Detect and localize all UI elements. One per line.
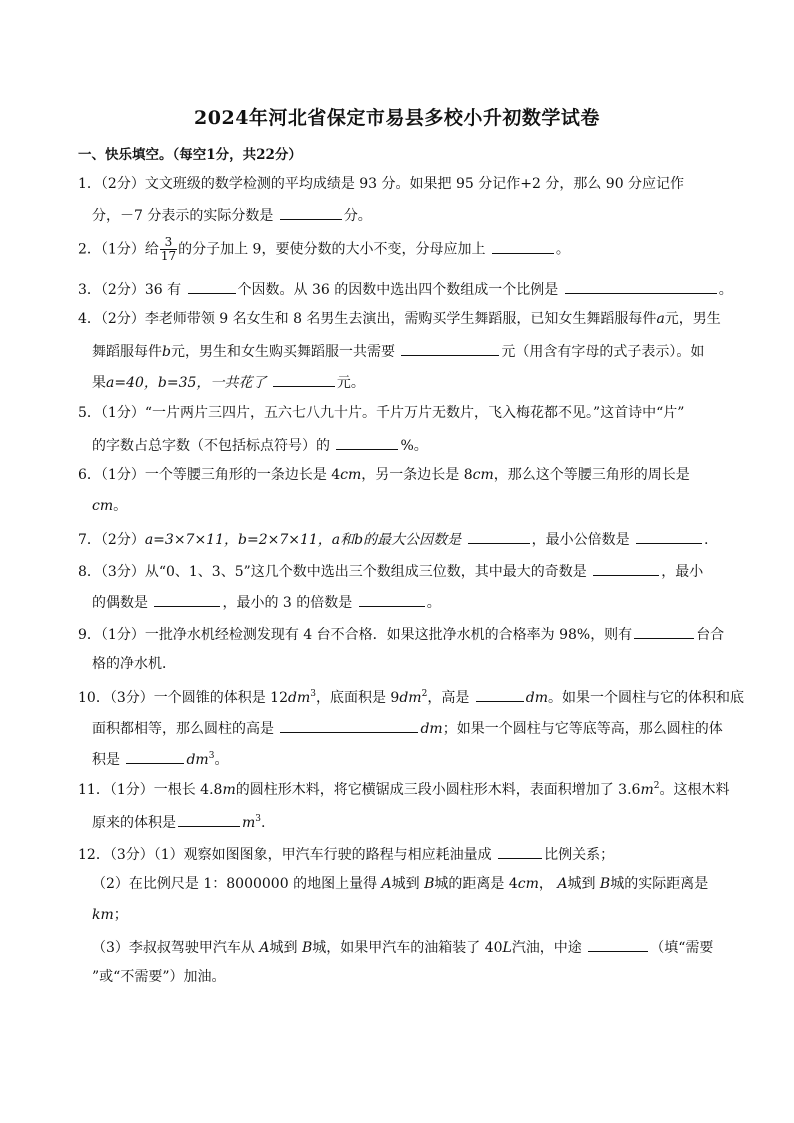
question-5-line-2: 的字数占总字数（不包括标点符号）的 %。 [92,434,716,456]
question-11-line-2: 原来的体积是 $m^3$. [92,811,716,833]
answer-blank[interactable] [565,278,717,294]
answer-blank[interactable] [588,936,648,952]
answer-blank[interactable] [636,528,702,544]
question-4-line-1: 4．（2分）李老师带领 9 名女生和 8 名男生去演出，需购买学生舞蹈服，已知女生舞蹈服每件a元，男生 [78,311,721,327]
section-heading: 一、快乐填空。（每空1分，共22分） [78,147,302,163]
question-2-line: 2．（1分）给 $\frac{3}{17}$ 的分子加上 9，要使分数的大小不变，分母应加上 。 [78,235,570,263]
question-4-line-2: 舞蹈服每件b元，男生和女生购买舞蹈服一共需要 元（用含有字母的式子表示）。如 [92,340,716,362]
answer-blank[interactable] [476,686,524,702]
question-8-line-1: 8．（3分）从“0、1、3、5”这几个数中选出三个数组成三位数，其中最大的奇数是 ，最小 [78,560,716,582]
answer-blank[interactable] [498,843,542,859]
question-9-line-1: 9．（1分）一批净水机经检测发现有 4 台不合格．如果这批净水机的合格率为 98%，则有 台合 [78,623,716,645]
question-12-line-3: km； [92,907,128,923]
question-12-line-4: （3）李叔叔驾驶甲汽车从 A城到 B城，如果甲汽车的油箱装了 40L汽油，中途 （填“需要 [92,936,716,958]
answer-blank[interactable] [126,748,184,764]
question-8-line-2: 的偶数是 ，最小的 3 的倍数是 。 [92,591,716,613]
answer-blank[interactable] [359,591,425,607]
question-11-line-1: 11．（1分）一根长 4.8m的圆柱形木料，将它横锯成三段小圆柱形木料，表面积增加了 $3.6m^2$。这根木料 [78,781,730,798]
answer-blank[interactable] [634,623,694,639]
answer-blank[interactable] [154,591,220,607]
question-12-line-1: 12．（3分）（1）观察如图图象，甲汽车行驶的路程与相应耗油量成 比例关系； [78,843,716,865]
question-12-line-2: （2）在比例尺是 1：8000000 的地图上量得 A城到 B城的距离是 4cm， A城到 B城的实际距离是 [92,876,709,892]
question-7-line: 7．（2分）a=3×7×11，b=2×7×11，a和b的最大公因数是 ，最小公倍数是 . [78,528,716,550]
question-6-line-2: cm。 [92,498,128,514]
answer-blank[interactable] [273,371,335,387]
question-10-line-1: 10．（3分）一个圆锥的体积是 $12dm^3$，底面积是 $9dm^2$，高是 dm。如果一个圆柱与它的体积和底 [78,686,716,708]
fraction: $\frac{3}{17}$ [160,235,177,263]
page-title: 2024年河北省保定市易县多校小升初数学试卷 [194,107,600,129]
answer-blank[interactable] [178,811,240,827]
answer-blank[interactable] [492,238,554,254]
question-1-line-1: 1．（2分）文文班级的数学检测的平均成绩是 93 分。如果把 95 分记作+2 分，那么 90 分应记作 [78,176,685,192]
question-10-line-2: 面积都相等，那么圆柱的高是 dm；如果一个圆柱与它等底等高，那么圆柱的体 [92,717,716,739]
question-9-line-2: 格的净水机． [92,656,176,672]
answer-blank[interactable] [280,717,418,733]
question-1-line-2: 分，－7 分表示的实际分数是 分。 [92,204,716,226]
answer-blank[interactable] [280,204,342,220]
question-6-line-1: 6．（1分）一个等腰三角形的一条边长是 4cm，另一条边长是 8cm，那么这个等腰三角形的周长是 [78,467,690,483]
answer-blank[interactable] [336,434,398,450]
question-12-line-5: ”或“不需要”）加油。 [92,969,226,985]
question-3-line: 3．（2分）36 有 个因数。从 36 的因数中选出四个数组成一个比例是 。 [78,278,716,300]
question-10-line-3: 积是 $dm^3$。 [92,748,716,770]
answer-blank[interactable] [401,340,499,356]
question-4-line-3: 果a=40，b=35，一共花了 元。 [92,371,716,393]
answer-blank[interactable] [593,560,659,576]
question-5-line-1: 5．（1分）“一片两片三四片，五六七八九十片。千片万片无数片，飞入梅花都不见。”这首诗中“片” [78,405,685,421]
answer-blank[interactable] [188,278,236,294]
answer-blank[interactable] [468,528,530,544]
